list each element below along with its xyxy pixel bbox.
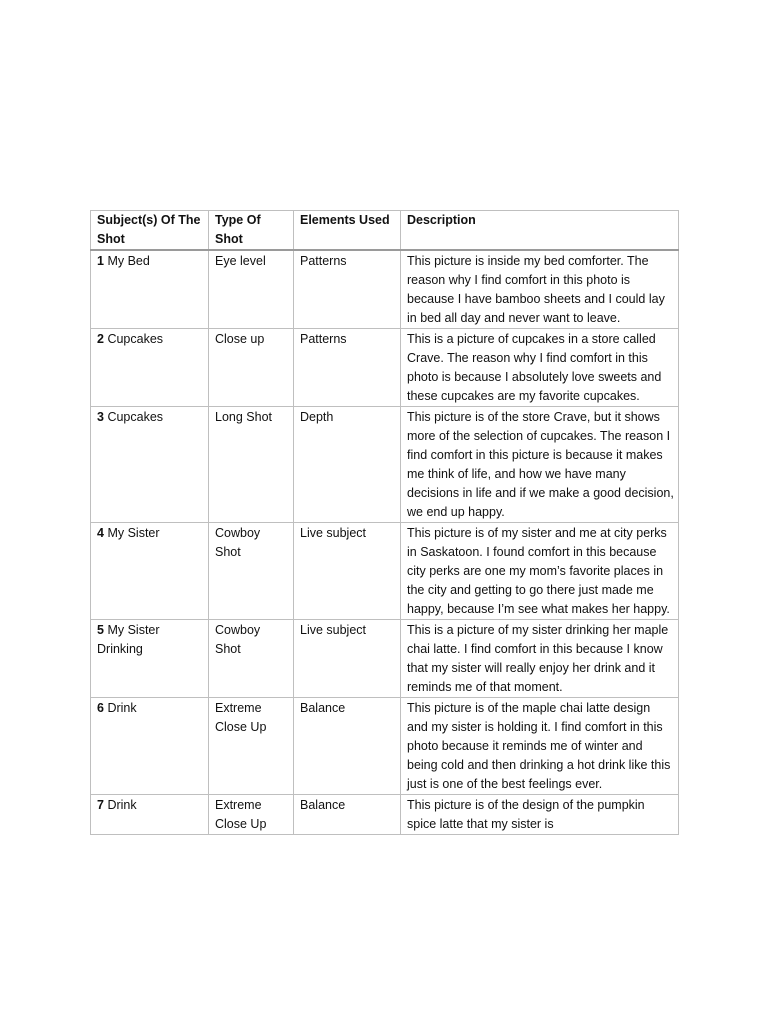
cell-elements: Patterns — [294, 329, 401, 407]
cell-type: Close up — [209, 329, 294, 407]
table-row — [91, 698, 679, 795]
subject-text: My Sister — [107, 526, 160, 540]
cell-type: Long Shot — [209, 407, 294, 523]
cell-subject — [91, 620, 209, 698]
cell-subject — [91, 795, 209, 835]
subject-text: Cupcakes — [107, 410, 164, 424]
table-row — [91, 407, 679, 523]
subject-text: Cupcakes — [107, 332, 164, 346]
cell-subject — [91, 250, 209, 329]
cell-elements: Live subject — [294, 523, 401, 620]
cell-type: Extreme Close Up — [209, 795, 294, 835]
subject-text: My Sister Drinking — [97, 623, 160, 656]
table-row — [91, 250, 679, 329]
cell-subject — [91, 523, 209, 620]
cell-description: This picture is of the store Crave, but it shows more of the selection of cupcakes. The reason I find comfort in this picture is because it makes me think of life, and how we have many decisions in life and if we make a good decision, we end up happy. — [401, 407, 679, 523]
row-number: 1 — [97, 254, 104, 268]
header-description: Description — [401, 211, 679, 251]
cell-type: Cowboy Shot — [209, 523, 294, 620]
table-row — [91, 329, 679, 407]
row-number: 3 — [97, 410, 104, 424]
row-number: 7 — [97, 798, 104, 812]
cell-elements: Depth — [294, 407, 401, 523]
cell-type: Cowboy Shot — [209, 620, 294, 698]
row-number: 6 — [97, 701, 104, 715]
cell-subject — [91, 407, 209, 523]
shot-list-table — [90, 210, 679, 835]
header-subject: Subject(s) Of The Shot — [91, 211, 209, 251]
subject-text: My Bed — [107, 254, 150, 268]
table-row — [91, 620, 679, 698]
cell-type: Extreme Close Up — [209, 698, 294, 795]
cell-elements: Patterns — [294, 250, 401, 329]
cell-description: This picture is inside my bed comforter. The reason why I find comfort in this photo is because I have bamboo sheets and I could lay in bed all day and never want to leave. — [401, 250, 679, 329]
cell-description: This picture is of my sister and me at city perks in Saskatoon. I found comfort in this because city perks are one my mom’s favorite places in the city and getting to go there just made me happy, because I’m see what makes her happy. — [401, 523, 679, 620]
cell-type: Eye level — [209, 250, 294, 329]
row-number: 2 — [97, 332, 104, 346]
table-header-row — [91, 211, 679, 251]
cell-elements: Balance — [294, 795, 401, 835]
row-number: 4 — [97, 526, 104, 540]
row-number: 5 — [97, 623, 104, 637]
cell-elements: Live subject — [294, 620, 401, 698]
subject-text: Drink — [107, 701, 137, 715]
cell-subject — [91, 329, 209, 407]
cell-description: This picture is of the design of the pumpkin spice latte that my sister is — [401, 795, 679, 835]
cell-description: This is a picture of cupcakes in a store called Crave. The reason why I find comfort in this photo is because I absolutely love sweets and these cupcakes are my favorite cupcakes. — [401, 329, 679, 407]
table-row — [91, 523, 679, 620]
cell-subject — [91, 698, 209, 795]
subject-text: Drink — [107, 798, 137, 812]
cell-description: This picture is of the maple chai latte design and my sister is holding it. I find comfort in this photo because it reminds me of winter and being cold and then drinking a hot drink like this just is one of the best feelings ever. — [401, 698, 679, 795]
table-row — [91, 795, 679, 835]
cell-elements: Balance — [294, 698, 401, 795]
cell-description: This is a picture of my sister drinking her maple chai latte. I find comfort in this because I know that my sister will really enjoy her drink and it reminds me of that moment. — [401, 620, 679, 698]
header-type: Type Of Shot — [209, 211, 294, 251]
header-elements: Elements Used — [294, 211, 401, 251]
